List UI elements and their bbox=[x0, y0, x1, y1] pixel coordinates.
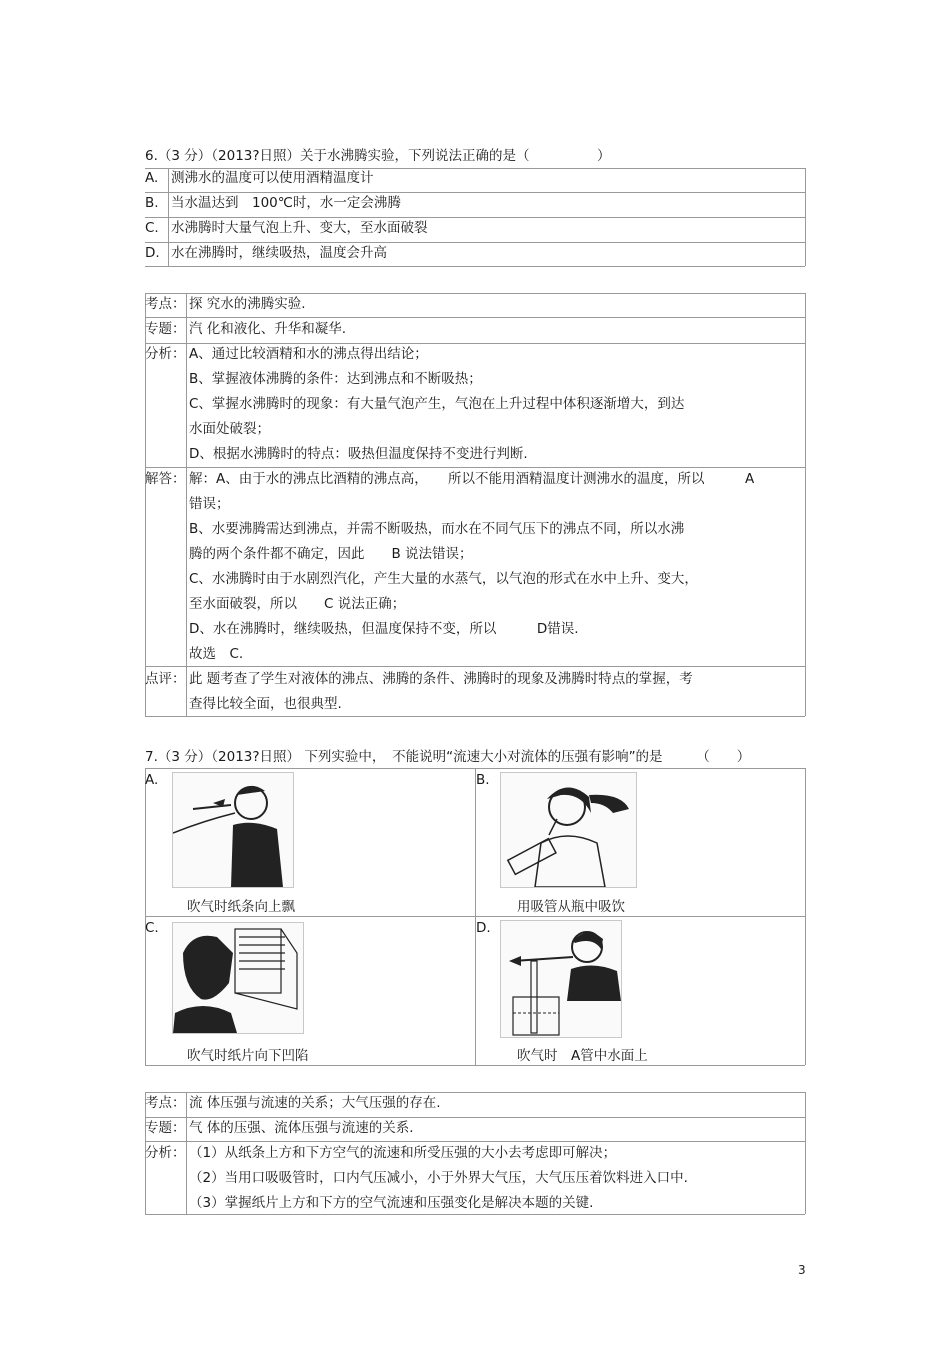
q6-fenxi-line: A、通过比较酒精和水的沸点得出结论； bbox=[189, 346, 428, 362]
q7-option-d-letter: D. bbox=[476, 920, 491, 936]
q6-fenxi-line: C、掌握水沸腾时的现象：有大量气泡产生，气泡在上升过程中体积逐渐增大，到达 bbox=[189, 396, 685, 412]
q7-option-c-caption: 吹气时纸片向下凹陷 bbox=[187, 1048, 309, 1064]
q6-option-c-letter: C. bbox=[145, 220, 159, 236]
q6-zhuanti: 汽 化和液化、升华和凝华. bbox=[189, 321, 347, 337]
q7-option-b-letter: B. bbox=[476, 772, 490, 788]
q7-kaodian: 流 体压强与流速的关系；大气压强的存在. bbox=[189, 1095, 441, 1111]
q6-option-b-text: 当水温达到 100℃时，水一定会沸腾 bbox=[171, 195, 401, 211]
q6-jieda-line: D、水在沸腾时，继续吸热，但温度保持不变，所以 D错误. bbox=[189, 621, 579, 637]
q6-kaodian: 探 究水的沸腾实验. bbox=[189, 296, 306, 312]
q7-kaodian-label: 考点： bbox=[145, 1095, 186, 1111]
q7-title: 7.（3 分）（2013?日照） 下列实验中， 不能说明“流速大小对流体的压强有影响”的是 （ ） bbox=[145, 749, 751, 765]
q6-kaodian-label: 考点： bbox=[145, 296, 186, 312]
q7-fenxi-line: （1）从纸条上方和下方空气的流速和所受压强的大小去考虑即可解决； bbox=[189, 1145, 617, 1161]
paper-pieces-illustration bbox=[173, 923, 303, 1033]
q6-fenxi-line: D、根据水沸腾时的特点：吸热但温度保持不变进行判断. bbox=[189, 446, 528, 462]
q7-option-d-caption: 吹气时 A管中水面上 bbox=[517, 1048, 648, 1064]
drinking-straw-illustration bbox=[501, 773, 636, 887]
q6-jieda-line: C、水沸腾时由于水剧烈汽化，产生大量的水蒸气，以气泡的形式在水中上升、变大， bbox=[189, 571, 698, 587]
q6-option-d-text: 水在沸腾时，继续吸热，温度会升高 bbox=[171, 245, 387, 261]
q7-option-b-caption: 用吸管从瓶中吸饮 bbox=[517, 899, 625, 915]
q6-option-d-letter: D. bbox=[145, 245, 160, 261]
q6-jieda-line: 错误； bbox=[189, 496, 230, 512]
tube-water-illustration bbox=[501, 921, 621, 1037]
q6-dianping-label: 点评： bbox=[145, 671, 186, 687]
q7-zhuanti: 气 体的压强、流体压强与流速的关系. bbox=[189, 1120, 414, 1136]
q6-title: 6.（3 分）（2013?日照）关于水沸腾实验，下列说法正确的是（ ） bbox=[145, 148, 611, 164]
q6-dianping-line: 查得比较全面，也很典型. bbox=[189, 696, 342, 712]
q6-jieda-line: 故选 C. bbox=[189, 646, 244, 662]
q7-option-d-figure bbox=[500, 920, 622, 1038]
q6-zhuanti-label: 专题： bbox=[145, 321, 186, 337]
q7-fenxi-line: （2）当用口吸吸管时，口内气压减小，小于外界大气压，大气压压着饮料进入口中. bbox=[189, 1170, 688, 1186]
q7-option-c-figure bbox=[172, 922, 304, 1034]
q6-option-a-text: 测沸水的温度可以使用酒精温度计 bbox=[171, 170, 374, 186]
q7-option-a-figure bbox=[172, 772, 294, 888]
q6-fenxi-label: 分析： bbox=[145, 346, 186, 362]
q6-option-b-letter: B. bbox=[145, 195, 159, 211]
blowing-paper-strip-illustration bbox=[173, 773, 293, 887]
q7-option-a-letter: A. bbox=[145, 772, 159, 788]
q6-fenxi-line: 水面处破裂； bbox=[189, 421, 270, 437]
q6-option-a-letter: A. bbox=[145, 170, 159, 186]
q6-jieda-line: 至水面破裂，所以 C 说法正确； bbox=[189, 596, 406, 612]
q7-fenxi-line: （3）掌握纸片上方和下方的空气流速和压强变化是解决本题的关键. bbox=[189, 1195, 594, 1211]
q6-jieda-line: 腾的两个条件都不确定，因此 B 说法错误； bbox=[189, 546, 473, 562]
q7-option-c-letter: C. bbox=[145, 920, 159, 936]
q7-option-a-caption: 吹气时纸条向上飘 bbox=[187, 899, 295, 915]
q6-option-c-text: 水沸腾时大量气泡上升、变大，至水面破裂 bbox=[171, 220, 428, 236]
q6-jieda-line: 解：A、由于水的沸点比酒精的沸点高， 所以不能用酒精温度计测沸水的温度，所以 A bbox=[189, 471, 755, 487]
q6-fenxi-line: B、掌握液体沸腾的条件：达到沸点和不断吸热； bbox=[189, 371, 482, 387]
q6-jieda-label: 解答： bbox=[145, 471, 186, 487]
q7-zhuanti-label: 专题： bbox=[145, 1120, 186, 1136]
q7-fenxi-label: 分析： bbox=[145, 1145, 186, 1161]
page-number: 3 bbox=[798, 1263, 806, 1277]
q7-option-b-figure bbox=[500, 772, 637, 888]
q6-dianping-line: 此 题考查了学生对液体的沸点、沸腾的条件、沸腾时的现象及沸腾时特点的掌握，考 bbox=[189, 671, 693, 687]
q6-jieda-line: B、水要沸腾需达到沸点，并需不断吸热，而水在不同气压下的沸点不同，所以水沸 bbox=[189, 521, 685, 537]
